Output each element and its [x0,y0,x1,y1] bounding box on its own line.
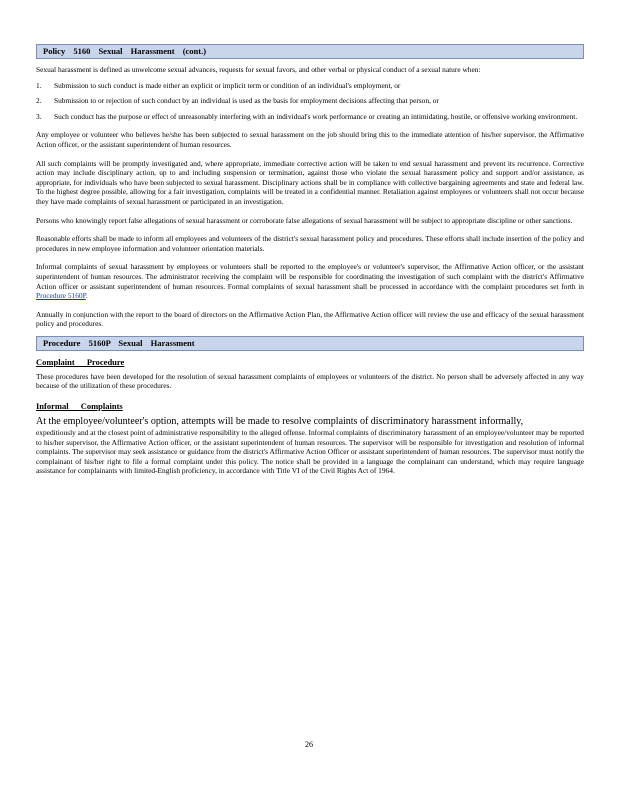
informal-intro-sentence: At the employee/volunteer's option, attempts will be made to resolve complaints of discriminatory harassment informally, [36,416,524,428]
report-paragraph: Any employee or volunteer who believes he/she has been subjected to sexual harassment on the job should bring this to the immediate attention of his/her supervisor, the Affirmative Action officer, or the assistant superintendent of human resources. [36,130,584,149]
list-number: 1. [36,80,42,90]
conditions-list [36,81,584,122]
informal-reporting-paragraph [36,262,584,300]
policy-header-bar: Policy 5160 Sexual Harassment (cont.) [36,44,584,59]
list-item [36,96,584,106]
complaint-procedure-heading: Complaint Procedure [36,356,125,367]
list-item [36,112,584,122]
page-number: 26 [305,740,313,749]
document-page [36,44,584,476]
false-allegations-paragraph: Persons who knowingly report false allegations of sexual harassment or corroborate false allegations of sexual harassment will be subject to appropriate discipline or other sanctions. [36,215,573,225]
definition-paragraph: Sexual harassment is defined as unwelcome sexual advances, requests for sexual favors, and other verbal or physical conduct of a sexual nature when: [36,65,481,74]
inform-paragraph: Reasonable efforts shall be made to inform all employees and volunteers of the district's sexual harassment policy and procedures. These efforts shall include insertion of the policy and procedures in new employee information and volunteer orientation materials. [36,234,584,253]
corrective-action-paragraph: All such complaints will be promptly investigated and, where appropriate, immediate corrective action will be taken to end sexual harassment and prevent its recurrence. Corrective action may include disciplinary action, up to and including suspension or termination, against those who violate the sexual harassment policy and support and/or assistance, as appropriate, for individuals who have been subjected to sexual harassment. Disciplinary actions shall be in compliance with collective bargaining agreements and state and federal law. To the highest degree possible, allowing for a fair investigation, complaints will be treated in a confidential manner. Retaliation against employees or volunteers shall not occur because they have made complaints of sexual harassment or participated in an investigation. [36,158,584,206]
list-number: 2. [36,96,42,106]
list-text: Submission to or rejection of such conduct by an individual is used as the basis for employment decisions affecting that person, or [54,96,439,106]
list-text: Such conduct has the purpose or effect of unreasonably interfering with an individual's work performance or creating an intimidating, hostile, or offensive working environment. [54,111,578,121]
procedure-link[interactable]: Procedure 5160P [36,291,86,301]
procedure-header-bar: Procedure 5160P Sexual Harassment [36,336,584,351]
list-text: Submission to such conduct is made either an explicit or implicit term or condition of an individual's employment, or [54,80,401,90]
informal-complaints-paragraph: expeditiously and at the closest point of administrative responsibility to the alleged offense. Informal complaints of discriminatory harassment of an employee/volunteer may be reported to his/her supervisor, the Affirmative Action officer, or the assistant superintendent of human resources. The supervisor will be responsible for investigation and resolution of informal complaints. The supervisor may seek assistance or guidance from the district's Affirmative Action Officer or assistant superintendent of human resources. The supervisor must notify the complainant of his/her right to file a formal complaint under this policy. The notice shall be provided in a language the complainant can understand, which may require language assistance for complainants with limited-English proficiency, in accordance with Title VI of the Civil Rights Act of 1964. [36,428,584,476]
informal-reporting-text: Informal complaints of sexual harassment by employees or volunteers shall be reported to the employee's or volunteer's supervisor, the Affirmative Action officer, or the assistant superintendent of human resources. The administrator receiving the complaint will be responsible for coordinating the investigation of such complaint with the district's Affirmative Action officer or assistant superintendent of human resources. Formal complaints of sexual harassment shall be processed in accordance with the complaint procedures set forth in [36,262,584,291]
procedures-paragraph: These procedures have been developed for the resolution of sexual harassment complaints of employees or volunteers of the district. No person shall be adversely affected in any way because of the utilization of these procedures. [36,371,584,391]
list-number: 3. [36,111,42,121]
informal-complaints-heading: Informal Complaints [36,401,123,412]
list-item [36,81,584,91]
period: . [85,291,88,301]
annual-review-paragraph: Annually in conjunction with the report to the board of directors on the Affirmative Action Plan, the Affirmative Action officer will review the use and efficacy of the sexual harassment policy and procedures. [36,309,584,329]
